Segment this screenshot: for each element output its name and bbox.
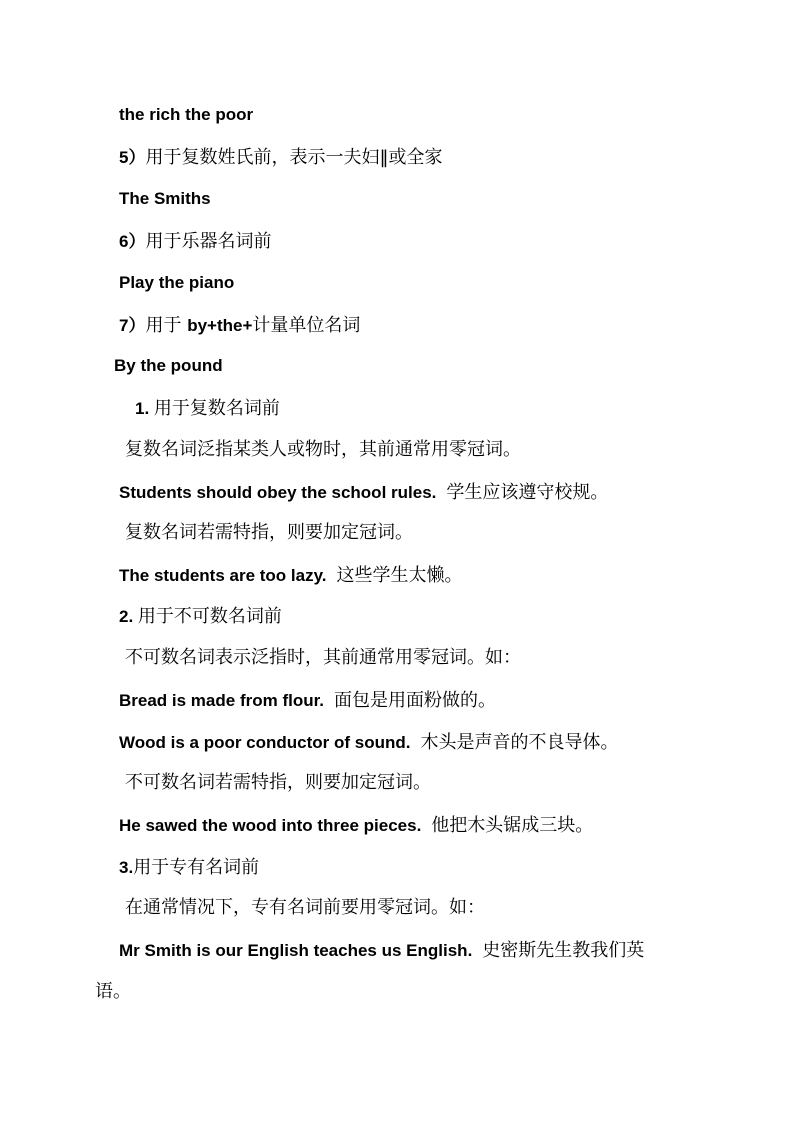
chinese-text: 用于复数姓氏前，表示一夫妇‖或全家 bbox=[145, 147, 443, 168]
example-the-rich-the-poor bbox=[119, 103, 253, 127]
explanation-line bbox=[125, 896, 485, 920]
example-play-the-piano bbox=[119, 271, 234, 295]
chinese-text: 复数名词泛指某类人或物时，其前通常用零冠词。 bbox=[125, 439, 521, 460]
example-sentence bbox=[119, 938, 644, 963]
chinese-translation: 他把木头锯成三块。 bbox=[431, 815, 594, 836]
chinese-text: 在通常情况下，专有名词前要用零冠词。如： bbox=[125, 897, 485, 918]
example-sentence bbox=[119, 730, 619, 755]
chinese-text: 用于不可数名词前 bbox=[137, 606, 282, 627]
continuation-line bbox=[95, 980, 131, 1004]
rule-number: 7） bbox=[119, 316, 146, 335]
english-text: Wood is a poor conductor of sound. bbox=[119, 733, 411, 752]
english-text: He sawed the wood into three pieces. bbox=[119, 816, 422, 835]
chinese-translation: 面包是用面粉做的。 bbox=[334, 690, 496, 711]
chinese-translation: 学生应该遵守校规。 bbox=[446, 482, 609, 503]
explanation-line bbox=[125, 438, 521, 462]
section-3-heading bbox=[119, 855, 259, 880]
english-text: Play the piano bbox=[119, 273, 235, 292]
chinese-text: 用于复数名词前 bbox=[153, 398, 280, 419]
english-text: Bread is made from flour. bbox=[119, 691, 324, 710]
english-text: Mr Smith is our English teaches us English. bbox=[119, 941, 473, 960]
chinese-text: 用于 bbox=[145, 315, 188, 336]
explanation-line bbox=[125, 521, 413, 545]
example-sentence bbox=[119, 813, 593, 838]
english-text: the rich the poor bbox=[119, 105, 254, 124]
chinese-text: 用于乐器名词前 bbox=[145, 231, 272, 252]
chinese-text: 复数名词若需特指，则要加定冠词。 bbox=[125, 522, 413, 543]
chinese-translation: 史密斯先生教我们英 bbox=[482, 940, 645, 961]
english-text: The students are too lazy. bbox=[119, 566, 327, 585]
section-2-heading bbox=[119, 604, 282, 629]
example-sentence bbox=[119, 480, 608, 505]
example-the-smiths bbox=[119, 187, 211, 211]
english-text: by+the+ bbox=[187, 316, 253, 335]
english-text: Students should obey the school rules. bbox=[119, 483, 437, 502]
chinese-text: 不可数名词表示泛指时，其前通常用零冠词。如： bbox=[125, 647, 521, 668]
rule-7-heading bbox=[119, 313, 360, 338]
chinese-text: 语。 bbox=[95, 981, 131, 1002]
chinese-text: 不可数名词若需特指，则要加定冠词。 bbox=[125, 772, 431, 793]
section-number: 2. bbox=[119, 607, 138, 626]
rule-number: 6） bbox=[119, 232, 146, 251]
chinese-translation: 这些学生太懒。 bbox=[336, 565, 463, 586]
rule-5-heading bbox=[119, 145, 442, 170]
chinese-translation: 木头是声音的不良导体。 bbox=[420, 732, 619, 753]
explanation-line bbox=[125, 771, 431, 795]
example-sentence bbox=[119, 563, 463, 588]
section-number: 1. bbox=[135, 399, 154, 418]
explanation-line bbox=[125, 646, 521, 670]
section-1-heading bbox=[135, 396, 280, 421]
english-text: By the pound bbox=[114, 356, 223, 375]
rule-6-heading bbox=[119, 229, 271, 254]
english-text: The Smiths bbox=[119, 189, 211, 208]
rule-number: 5） bbox=[119, 148, 146, 167]
example-by-the-pound bbox=[114, 354, 223, 378]
section-number: 3. bbox=[119, 858, 134, 877]
chinese-text: 计量单位名词 bbox=[252, 315, 361, 336]
example-sentence bbox=[119, 688, 496, 713]
chinese-text: 用于专有名词前 bbox=[133, 857, 260, 878]
